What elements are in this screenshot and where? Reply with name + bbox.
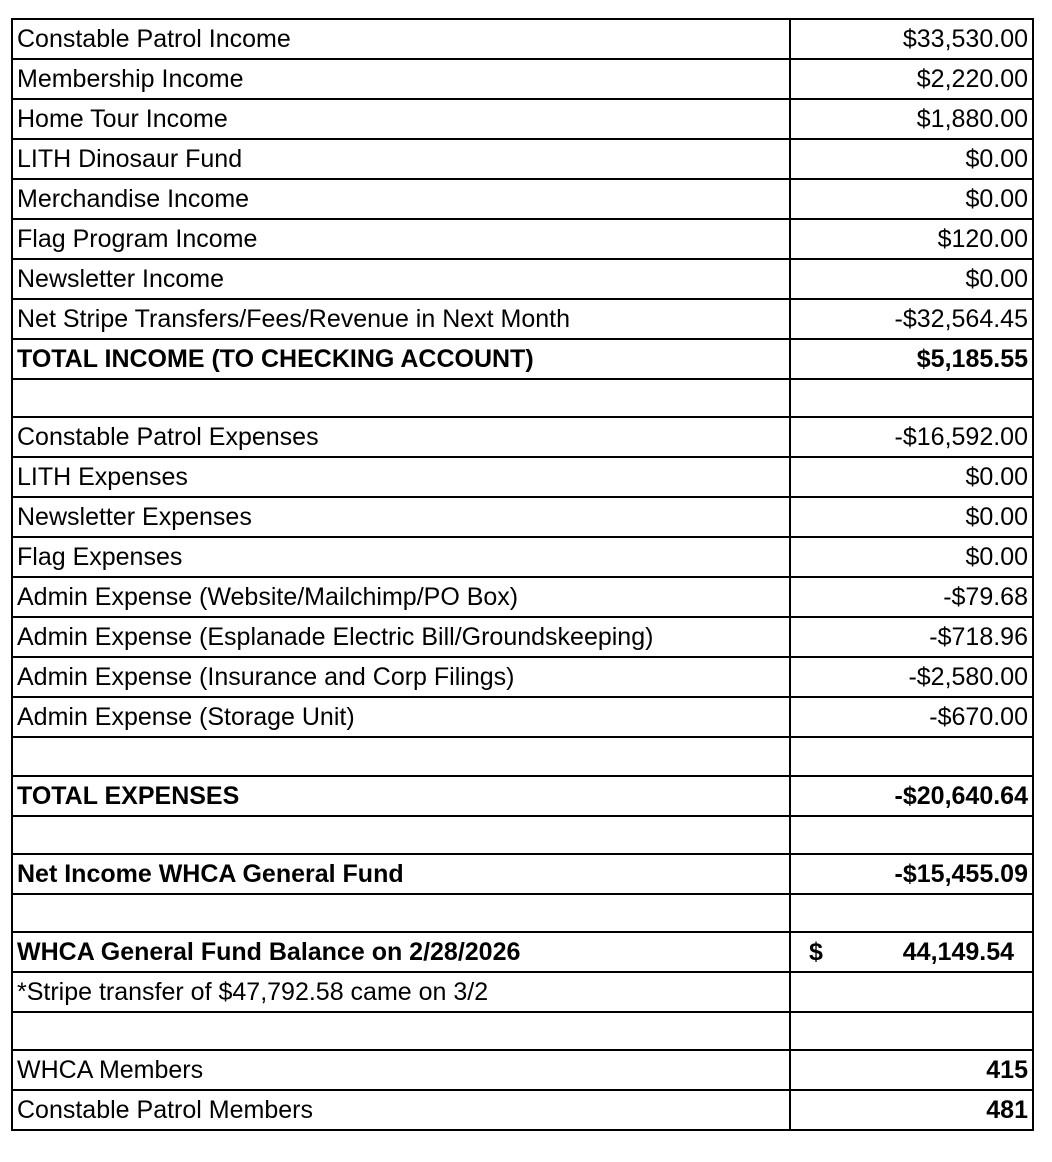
- blank-row: [12, 379, 1033, 417]
- row-label: LITH Dinosaur Fund: [12, 139, 790, 179]
- row-amount: -$16,592.00: [790, 417, 1033, 457]
- row-label: TOTAL INCOME (TO CHECKING ACCOUNT): [12, 339, 790, 379]
- row-amount: -$718.96: [790, 617, 1033, 657]
- row-amount: -$670.00: [790, 697, 1033, 737]
- row-label: [12, 379, 790, 417]
- row-label: Admin Expense (Esplanade Electric Bill/Groundskeeping): [12, 617, 790, 657]
- row-label: TOTAL EXPENSES: [12, 776, 790, 816]
- row-amount: -$15,455.09: [790, 854, 1033, 894]
- row-label: Flag Expenses: [12, 537, 790, 577]
- table-row: [12, 1050, 1033, 1090]
- row-label: Admin Expense (Website/Mailchimp/PO Box): [12, 577, 790, 617]
- table-row: [12, 577, 1033, 617]
- row-label: Home Tour Income: [12, 99, 790, 139]
- row-label: Admin Expense (Storage Unit): [12, 697, 790, 737]
- row-amount: $0.00: [790, 259, 1033, 299]
- row-amount: [790, 932, 1033, 972]
- row-amount: $1,880.00: [790, 99, 1033, 139]
- fund-balance-value: 44,149.54: [902, 938, 1014, 967]
- row-amount: $2,220.00: [790, 59, 1033, 99]
- table-row: [12, 139, 1033, 179]
- table-row: [12, 339, 1033, 379]
- table-row: [12, 417, 1033, 457]
- table-row: [12, 299, 1033, 339]
- row-amount: [790, 379, 1033, 417]
- table-row: [12, 497, 1033, 537]
- row-amount: -$79.68: [790, 577, 1033, 617]
- row-label: [12, 816, 790, 854]
- row-label: [12, 737, 790, 775]
- row-label: Constable Patrol Expenses: [12, 417, 790, 457]
- row-amount: [790, 816, 1033, 854]
- row-amount: [790, 737, 1033, 775]
- row-amount: $0.00: [790, 179, 1033, 219]
- row-label: LITH Expenses: [12, 457, 790, 497]
- table-row: [12, 972, 1033, 1012]
- table-row: [12, 1090, 1033, 1130]
- row-label: [12, 1012, 790, 1050]
- row-amount: [790, 894, 1033, 932]
- row-label: Constable Patrol Members: [12, 1090, 790, 1130]
- table-row: [12, 179, 1033, 219]
- table-row: [12, 59, 1033, 99]
- table-row: [12, 259, 1033, 299]
- row-label: Membership Income: [12, 59, 790, 99]
- row-amount: -$32,564.45: [790, 299, 1033, 339]
- table-row: [12, 99, 1033, 139]
- row-amount: -$20,640.64: [790, 776, 1033, 816]
- table-row: [12, 537, 1033, 577]
- blank-row: [12, 894, 1033, 932]
- row-label: [12, 894, 790, 932]
- table-row: [12, 657, 1033, 697]
- table-row: [12, 219, 1033, 259]
- row-label: WHCA General Fund Balance on 2/28/2026: [12, 932, 790, 972]
- row-label: Admin Expense (Insurance and Corp Filings): [12, 657, 790, 697]
- row-label: WHCA Members: [12, 1050, 790, 1090]
- row-label: Newsletter Income: [12, 259, 790, 299]
- table-row: [12, 932, 1033, 972]
- row-amount: $33,530.00: [790, 19, 1033, 59]
- table-row: [12, 697, 1033, 737]
- row-label: Constable Patrol Income: [12, 19, 790, 59]
- row-amount: [790, 1012, 1033, 1050]
- row-amount: [790, 972, 1033, 1012]
- currency-symbol: $: [809, 938, 823, 967]
- row-amount: $0.00: [790, 139, 1033, 179]
- row-amount: 415: [790, 1050, 1033, 1090]
- blank-row: [12, 1012, 1033, 1050]
- row-amount: $0.00: [790, 537, 1033, 577]
- row-amount: $0.00: [790, 457, 1033, 497]
- table-row: [12, 617, 1033, 657]
- row-label: Net Stripe Transfers/Fees/Revenue in Next Month: [12, 299, 790, 339]
- fund-report-body: [12, 19, 1033, 1130]
- row-amount: -$2,580.00: [790, 657, 1033, 697]
- fund-report-table: [11, 18, 1034, 1131]
- row-amount: 481: [790, 1090, 1033, 1130]
- row-amount: $0.00: [790, 497, 1033, 537]
- table-row: [12, 457, 1033, 497]
- row-amount: $120.00: [790, 219, 1033, 259]
- blank-row: [12, 816, 1033, 854]
- row-label: Flag Program Income: [12, 219, 790, 259]
- table-row: [12, 854, 1033, 894]
- row-amount: $5,185.55: [790, 339, 1033, 379]
- row-label: Merchandise Income: [12, 179, 790, 219]
- row-label: *Stripe transfer of $47,792.58 came on 3/2: [12, 972, 790, 1012]
- row-label: Newsletter Expenses: [12, 497, 790, 537]
- table-row: [12, 776, 1033, 816]
- blank-row: [12, 737, 1033, 775]
- row-label: Net Income WHCA General Fund: [12, 854, 790, 894]
- table-row: [12, 19, 1033, 59]
